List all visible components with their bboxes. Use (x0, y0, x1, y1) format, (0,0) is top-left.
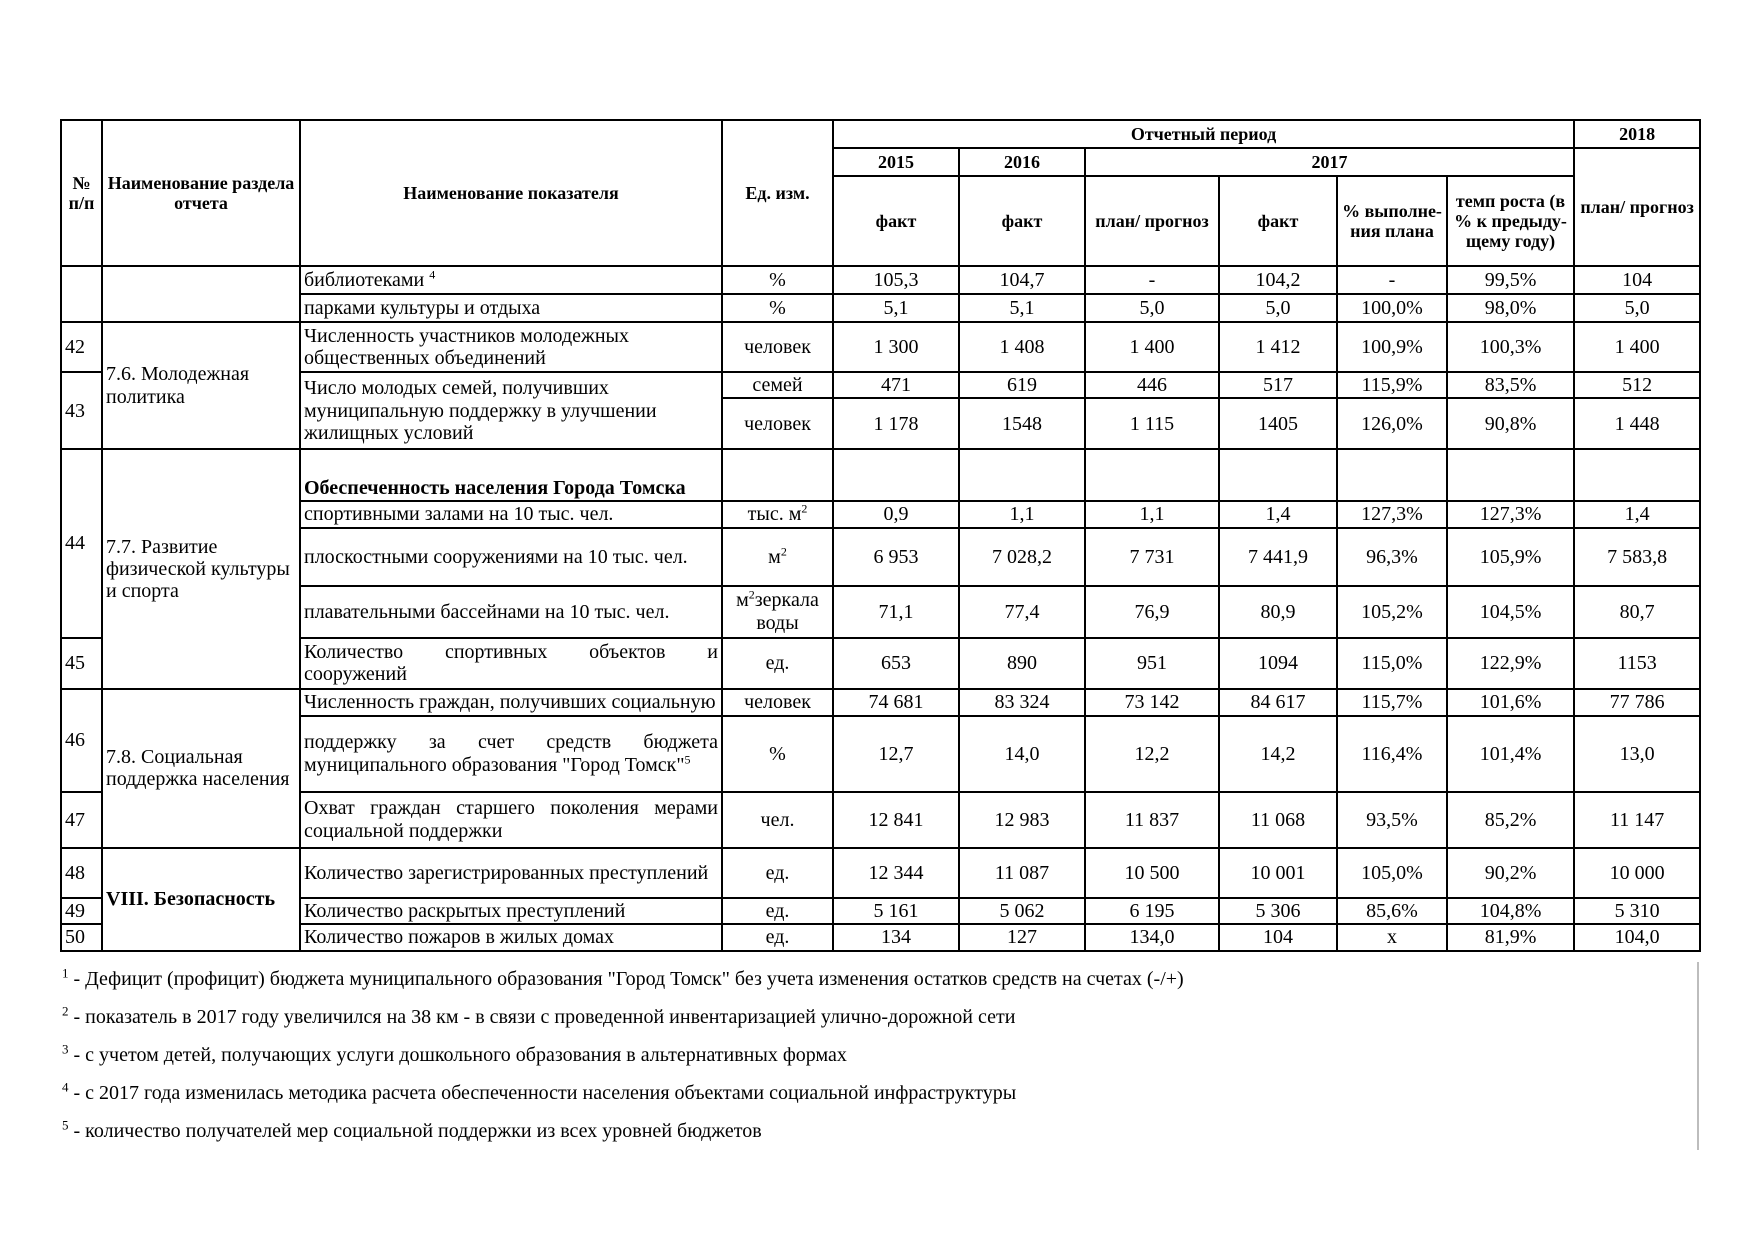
plan-2018: 13,0 (1574, 716, 1700, 792)
plan-2018: 512 (1574, 372, 1700, 398)
indicator-cell: спортивными залами на 10 тыс. чел. (300, 501, 722, 527)
section-cell (102, 266, 300, 322)
table-row (61, 528, 1700, 586)
indicator-line-2 (304, 754, 718, 776)
unit-cell: ед. (722, 848, 833, 898)
value-2016: 619 (959, 372, 1085, 398)
growth: 90,8% (1447, 398, 1574, 449)
plan-2018: 7 583,8 (1574, 528, 1700, 586)
plan-2018: 5 310 (1574, 898, 1700, 924)
unit-cell: чел. (722, 792, 833, 848)
section-title: VIII. Безопасность (106, 887, 276, 910)
unit-cell: человек (722, 689, 833, 716)
value-2016: 7 028,2 (959, 528, 1085, 586)
plan-2018: 1 400 (1574, 322, 1700, 372)
value-2015: 1 300 (833, 322, 959, 372)
unit-superscript: 2 (801, 501, 808, 516)
unit-cell (722, 586, 833, 638)
fact-2017: 104,2 (1219, 266, 1337, 294)
value-2016: 1,1 (959, 501, 1085, 527)
growth: 85,2% (1447, 792, 1574, 848)
value-2015: 74 681 (833, 689, 959, 716)
value-2015: 134 (833, 924, 959, 950)
section-cell: 7.8. Социальная поддержка населения (102, 689, 300, 848)
value-2016: 12 983 (959, 792, 1085, 848)
value-2015: 1 178 (833, 398, 959, 449)
growth: 100,3% (1447, 322, 1574, 372)
table-row (61, 638, 1700, 689)
plan-2018: 10 000 (1574, 848, 1700, 898)
footnote-text: - с учетом детей, получающих услуги дошкольного образования в альтернативных формах (68, 1044, 847, 1066)
header-fact-2015: факт (833, 176, 959, 266)
fact-2017: 14,2 (1219, 716, 1337, 792)
header-plan-2017: план/ прогноз (1085, 176, 1219, 266)
unit-cell (722, 449, 833, 501)
header-fact-2016: факт (959, 176, 1085, 266)
pct-plan (1337, 449, 1447, 501)
table-row (61, 266, 1700, 294)
indicator-cell (300, 266, 722, 294)
plan-2018: 80,7 (1574, 586, 1700, 638)
footnote-text: - количество получателей мер социальной поддержки из всех уровней бюджетов (68, 1120, 762, 1142)
value-2016: 890 (959, 638, 1085, 689)
fact-2017: 1094 (1219, 638, 1337, 689)
unit-cell: человек (722, 398, 833, 449)
table-row (61, 848, 1700, 898)
value-2015 (833, 449, 959, 501)
table-row (61, 372, 1700, 398)
fact-2017: 84 617 (1219, 689, 1337, 716)
value-2016: 77,4 (959, 586, 1085, 638)
growth: 104,5% (1447, 586, 1574, 638)
indicator-cell (300, 716, 722, 792)
value-2015: 6 953 (833, 528, 959, 586)
unit-cell: % (722, 294, 833, 322)
value-2015: 12 841 (833, 792, 959, 848)
table-row (61, 924, 1700, 950)
unit-superscript: 2 (780, 543, 787, 558)
fact-2017: 80,9 (1219, 586, 1337, 638)
value-2016 (959, 449, 1085, 501)
value-2015: 5 161 (833, 898, 959, 924)
growth: 99,5% (1447, 266, 1574, 294)
value-2015: 12,7 (833, 716, 959, 792)
section-cell (102, 848, 300, 951)
pct-plan: 100,0% (1337, 294, 1447, 322)
table-row (61, 792, 1700, 848)
growth: 127,3% (1447, 501, 1574, 527)
header-year-2018: 2018 (1574, 120, 1700, 148)
indicator-cell: Численность граждан, получивших социальную (300, 689, 722, 716)
value-2016: 127 (959, 924, 1085, 950)
plan-2017: 12,2 (1085, 716, 1219, 792)
header-year-2017: 2017 (1085, 148, 1574, 176)
table-row (61, 586, 1700, 638)
value-2016: 83 324 (959, 689, 1085, 716)
header-indicator: Наименование показателя (300, 120, 722, 266)
fact-2017: 11 068 (1219, 792, 1337, 848)
plan-2018 (1574, 449, 1700, 501)
value-2016: 104,7 (959, 266, 1085, 294)
plan-2017: 1 400 (1085, 322, 1219, 372)
report-table (60, 119, 1701, 952)
indicator-group-title: Обеспеченность населения Города Томска (304, 477, 686, 499)
value-2016: 14,0 (959, 716, 1085, 792)
plan-2017: 10 500 (1085, 848, 1219, 898)
growth: 98,0% (1447, 294, 1574, 322)
unit-cell: ед. (722, 638, 833, 689)
fact-2017: 1 412 (1219, 322, 1337, 372)
unit-cell: семей (722, 372, 833, 398)
plan-2018: 77 786 (1574, 689, 1700, 716)
pct-plan: 115,7% (1337, 689, 1447, 716)
header-pct-plan: % выполне-ния плана (1337, 176, 1447, 266)
indicator-line-2: сооружений (304, 663, 407, 686)
plan-2017: 11 837 (1085, 792, 1219, 848)
indicator-cell: Количество раскрытых преступлений (300, 898, 722, 924)
fact-2017 (1219, 449, 1337, 501)
pct-plan: 96,3% (1337, 528, 1447, 586)
value-2015: 5,1 (833, 294, 959, 322)
num-cell: 49 (61, 898, 102, 924)
plan-2017: 1,1 (1085, 501, 1219, 527)
unit-cell: ед. (722, 898, 833, 924)
table-row (61, 716, 1700, 792)
pct-plan: 126,0% (1337, 398, 1447, 449)
num-cell: 43 (61, 372, 102, 449)
num-cell (61, 266, 102, 322)
indicator-cell (300, 638, 722, 689)
header-reporting-period: Отчетный период (833, 120, 1574, 148)
footnote-mark: 3 (62, 1041, 69, 1057)
plan-2017: 6 195 (1085, 898, 1219, 924)
header-plan-forecast-2018: план/ прогноз (1574, 148, 1700, 266)
header-year-2015: 2015 (833, 148, 959, 176)
header-fact-2017: факт (1219, 176, 1337, 266)
fact-2017: 104 (1219, 924, 1337, 950)
unit-cell (722, 528, 833, 586)
fact-2017: 1,4 (1219, 501, 1337, 527)
fact-2017: 7 441,9 (1219, 528, 1337, 586)
plan-2018: 11 147 (1574, 792, 1700, 848)
indicator-cell: Количество зарегистрированных преступлений (300, 848, 722, 898)
indicator-cell: парками культуры и отдыха (300, 294, 722, 322)
pct-plan: 100,9% (1337, 322, 1447, 372)
value-2016: 1 408 (959, 322, 1085, 372)
footnote-5 (62, 1118, 1692, 1156)
unit-cell: человек (722, 322, 833, 372)
page-edge-rule (1697, 962, 1699, 1150)
indicator-line-1: Количество спортивных объектов и (304, 640, 718, 663)
pct-plan: 85,6% (1337, 898, 1447, 924)
value-2015: 12 344 (833, 848, 959, 898)
plan-2017 (1085, 449, 1219, 501)
footnote-4 (62, 1080, 1692, 1118)
pct-plan: 105,2% (1337, 586, 1447, 638)
table-row (61, 449, 1700, 501)
plan-2018: 1,4 (1574, 501, 1700, 527)
plan-2017: 134,0 (1085, 924, 1219, 950)
footnote-mark: 2 (62, 1003, 69, 1019)
header-row-1 (61, 120, 1700, 148)
plan-2017: 951 (1085, 638, 1219, 689)
header-growth: темп роста (в % к предыду-щему году) (1447, 176, 1574, 266)
growth: 101,6% (1447, 689, 1574, 716)
footnote-text: - с 2017 года изменилась методика расчета обеспеченности населения объектами социальной инфраструктуры (68, 1082, 1017, 1104)
indicator-text: муниципального образования "Город Томск" (304, 753, 685, 776)
growth: 83,5% (1447, 372, 1574, 398)
indicator-cell: Численность участников молодежных общественных объединений (300, 322, 722, 372)
unit-cell: % (722, 716, 833, 792)
plan-2017: 76,9 (1085, 586, 1219, 638)
pct-plan: 115,0% (1337, 638, 1447, 689)
growth: 105,9% (1447, 528, 1574, 586)
indicator-cell (300, 792, 722, 848)
plan-2017: 5,0 (1085, 294, 1219, 322)
table-row (61, 322, 1700, 372)
plan-2017: 7 731 (1085, 528, 1219, 586)
indicator-cell: Количество пожаров в жилых домах (300, 924, 722, 950)
table-row (61, 689, 1700, 716)
plan-2017: 73 142 (1085, 689, 1219, 716)
unit-text: тыс. м (747, 503, 802, 526)
pct-plan: х (1337, 924, 1447, 950)
footnote-text: - Дефицит (профицит) бюджета муниципального образования "Город Томск" без учета изменения остатков средств на счетах (-/+) (68, 968, 1184, 990)
indicator-cell (300, 449, 722, 501)
plan-2018: 5,0 (1574, 294, 1700, 322)
unit-superscript: 2 (748, 587, 755, 602)
table-row (61, 898, 1700, 924)
plan-2017: 1 115 (1085, 398, 1219, 449)
pct-plan: 105,0% (1337, 848, 1447, 898)
fact-2017: 5 306 (1219, 898, 1337, 924)
unit-text-suffix: зеркала воды (754, 589, 819, 634)
footnote-mark: 1 (62, 965, 69, 981)
indicator-line-2: социальной поддержки (304, 819, 503, 842)
value-2015: 71,1 (833, 586, 959, 638)
indicator-cell: плавательными бассейнами на 10 тыс. чел. (300, 586, 722, 638)
plan-2018: 104,0 (1574, 924, 1700, 950)
footnote-text: - показатель в 2017 году увеличился на 38 км - в связи с проведенной инвентаризацией улично-дорожной сети (68, 1006, 1016, 1028)
num-cell: 45 (61, 638, 102, 689)
table-row (61, 294, 1700, 322)
num-cell: 44 (61, 449, 102, 637)
section-cell: 7.7. Развитие физической культуры и спорта (102, 449, 300, 688)
pct-plan: 116,4% (1337, 716, 1447, 792)
value-2016: 5 062 (959, 898, 1085, 924)
value-2016: 5,1 (959, 294, 1085, 322)
pct-plan: 115,9% (1337, 372, 1447, 398)
header-unit: Ед. изм. (722, 120, 833, 266)
fact-2017: 517 (1219, 372, 1337, 398)
section-cell: 7.6. Молодежная политика (102, 322, 300, 449)
value-2015: 0,9 (833, 501, 959, 527)
footnote-1 (62, 966, 1692, 1004)
num-cell: 48 (61, 848, 102, 898)
value-2016: 1548 (959, 398, 1085, 449)
footnotes (62, 966, 1692, 1156)
plan-2018: 1 448 (1574, 398, 1700, 449)
footnote-mark: 4 (62, 1079, 69, 1095)
footnote-ref: 5 (684, 752, 691, 767)
pct-plan: - (1337, 266, 1447, 294)
growth: 104,8% (1447, 898, 1574, 924)
pct-plan: 127,3% (1337, 501, 1447, 527)
table-row (61, 501, 1700, 527)
pct-plan: 93,5% (1337, 792, 1447, 848)
header-year-2016: 2016 (959, 148, 1085, 176)
plan-2017: - (1085, 266, 1219, 294)
growth (1447, 449, 1574, 501)
unit-cell (722, 501, 833, 527)
unit-cell: ед. (722, 924, 833, 950)
footnote-2 (62, 1004, 1692, 1042)
value-2015: 105,3 (833, 266, 959, 294)
plan-2018: 1153 (1574, 638, 1700, 689)
indicator-line-1: поддержку за счет средств бюджета (304, 731, 718, 754)
indicator-text: библиотеками (304, 268, 425, 291)
value-2015: 471 (833, 372, 959, 398)
num-cell: 42 (61, 322, 102, 372)
header-section: Наименование раздела отчета (102, 120, 300, 266)
num-cell: 46 (61, 689, 102, 792)
indicator-cell: плоскостными сооружениями на 10 тыс. чел. (300, 528, 722, 586)
footnote-3 (62, 1042, 1692, 1080)
growth: 122,9% (1447, 638, 1574, 689)
plan-2018: 104 (1574, 266, 1700, 294)
plan-2017: 446 (1085, 372, 1219, 398)
growth: 90,2% (1447, 848, 1574, 898)
footnote-mark: 5 (62, 1117, 69, 1133)
indicator-line-1: Охват граждан старшего поколения мерами (304, 797, 718, 820)
indicator-cell: Число молодых семей, получивших муниципальную поддержку в улучшении жилищных условий (300, 372, 722, 449)
header-num: № п/п (61, 120, 102, 266)
value-2015: 653 (833, 638, 959, 689)
fact-2017: 5,0 (1219, 294, 1337, 322)
growth: 101,4% (1447, 716, 1574, 792)
unit-text: м (736, 589, 749, 612)
value-2016: 11 087 (959, 848, 1085, 898)
unit-text: м (768, 545, 781, 568)
fact-2017: 1405 (1219, 398, 1337, 449)
fact-2017: 10 001 (1219, 848, 1337, 898)
unit-cell: % (722, 266, 833, 294)
num-cell: 47 (61, 792, 102, 848)
growth: 81,9% (1447, 924, 1574, 950)
num-cell: 50 (61, 924, 102, 950)
footnote-ref: 4 (429, 267, 436, 282)
